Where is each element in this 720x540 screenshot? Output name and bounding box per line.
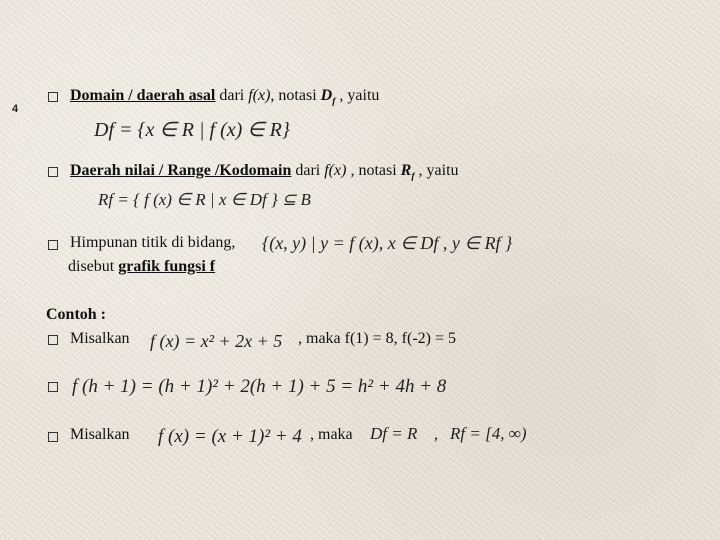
- bullet-box: [48, 167, 58, 177]
- bullet-box: [48, 335, 58, 345]
- range-label: Daerah nilai / Range /Kodomain: [70, 162, 292, 179]
- ex3-label: Misalkan: [70, 426, 130, 443]
- range-rf-sub: f: [411, 171, 415, 183]
- domain-formula: Df = {x ∈ R | f (x) ∈ R}: [94, 119, 290, 141]
- ex2-formula: f (h + 1) = (h + 1)² + 2(h + 1) + 5 = h² + 4h + 8: [72, 376, 447, 397]
- ex1-label: Misalkan: [70, 330, 130, 347]
- ex3-df: Df = R: [370, 424, 418, 443]
- ex1-result: , maka f(1) = 8, f(-2) = 5: [298, 330, 456, 347]
- graph-formula: {(x, y) | y = f (x), x ∈ Df , y ∈ Rf }: [262, 233, 513, 253]
- domain-df-sub: f: [332, 96, 336, 108]
- range-formula: Rf = { f (x) ∈ R | x ∈ Df } ⊆ B: [98, 190, 311, 209]
- domain-label: Domain / daerah asal: [70, 87, 216, 104]
- domain-text2: , notasi: [270, 87, 321, 104]
- graph-label: grafik fungsi f: [118, 258, 216, 275]
- ex3-text: , maka: [310, 426, 353, 443]
- ex1-formula: f (x) = x² + 2x + 5: [150, 331, 283, 351]
- bullet-box: [48, 382, 58, 392]
- range-text: dari: [291, 162, 325, 179]
- bullet-box: [48, 92, 58, 102]
- ex3-comma: ,: [434, 426, 438, 443]
- graph-text2: disebut: [68, 258, 119, 275]
- domain-fx: f(x): [248, 87, 271, 104]
- example-heading: Contoh :: [46, 306, 107, 323]
- bullet-box: [48, 432, 58, 442]
- domain-df: D: [320, 87, 333, 104]
- ex3-formula: f (x) = (x + 1)² + 4: [158, 426, 302, 447]
- domain-text3: , yaitu: [335, 87, 380, 104]
- range-rf: R: [400, 162, 412, 179]
- range-line: [70, 162, 459, 182]
- range-fx: f(x): [324, 162, 347, 179]
- slide-number: 4: [12, 103, 19, 115]
- range-text3: , yaitu: [414, 162, 459, 179]
- domain-text: dari: [215, 87, 249, 104]
- range-text2: , notasi: [346, 162, 401, 179]
- graph-line2: [68, 258, 215, 276]
- graph-text: Himpunan titik di bidang,: [70, 234, 236, 251]
- ex3-rf: Rf = [4, ∞): [450, 424, 527, 443]
- domain-line: [70, 87, 379, 107]
- bullet-box: [48, 240, 58, 250]
